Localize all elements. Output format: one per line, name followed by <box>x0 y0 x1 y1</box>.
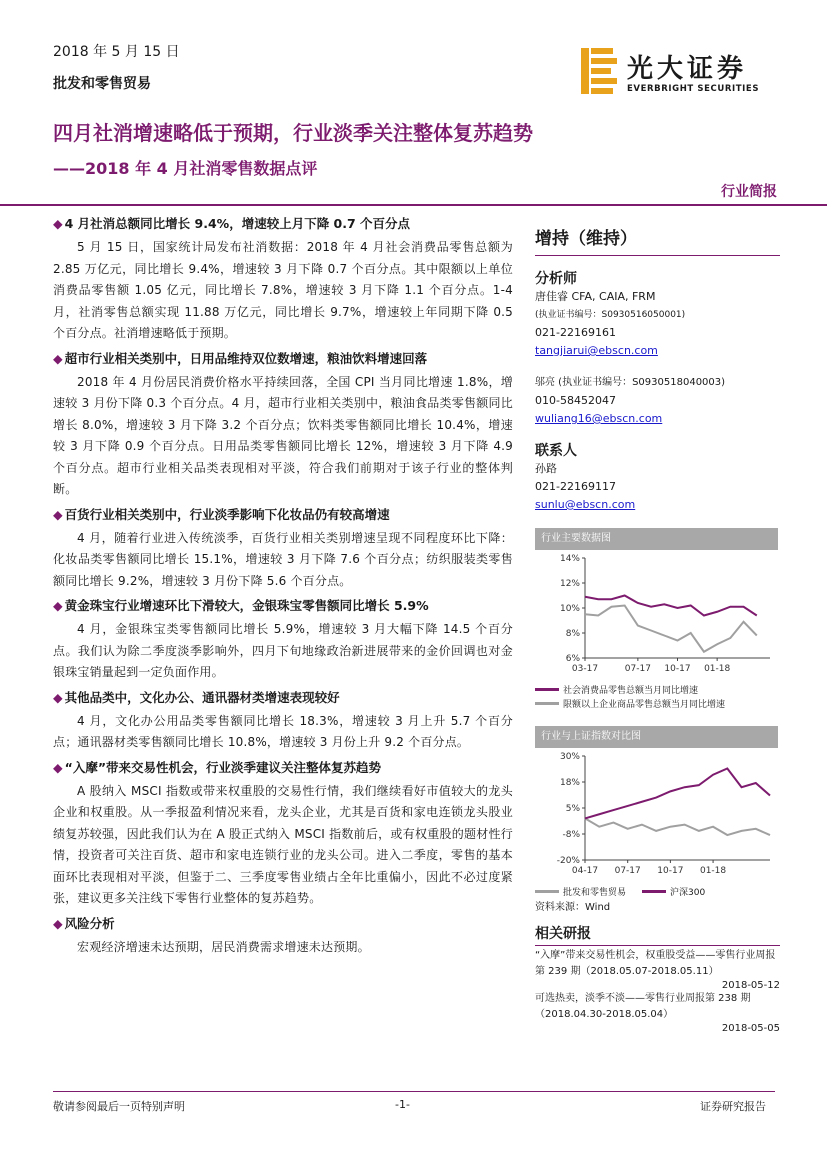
related-report-link[interactable]: “入摩”带来交易性机会，权重股受益——零售行业周报第 239 期（2018.05.07-2018.05.11） <box>535 950 776 977</box>
legend-swatch <box>535 890 559 893</box>
report-title: 四月社消增速略低于预期，行业淡季关注整体复苏趋势 <box>53 121 533 145</box>
sidebar-divider <box>535 255 780 256</box>
contact-heading: 联系人 <box>535 443 577 459</box>
section-body: 4 月，随着行业进入传统淡季，百货行业相关类别增速呈现不同程度环比下降：化妆品类零售额同比增长 15.1%，增速较 3 月下降 7.6 个百分点；纺织服装类零售额同比增长 9.2%，增速较 3 月份下降 5.6 个百分点。 <box>53 530 513 588</box>
section-body: 5 月 15 日，国家统计局发布社消数据：2018 年 4 月社会消费品零售总额为 2.85 万亿元，同比增长 9.4%，增速较 3 月下降 0.7 个百分点。其中限额以上单位消费品零售额 1.05 亿元，同比增长 7.8%，增速较 3 月下降 1.1 个百分点。1-4 月，社消零售总额实现 11.88 万亿元，同比增长 9.7%，增速较上年同期下降 0.5 个百分点。社消增速略低于预期。 <box>53 240 513 340</box>
analyst-email-link[interactable]: wuliang16@ebscn.com <box>535 412 663 425</box>
footer-disclaimer: 敬请参阅最后一页特别声明 <box>53 1100 185 1113</box>
document-type: 行业简报 <box>721 184 777 200</box>
analyst-cert: (执业证书编号：S0930516050001) <box>535 310 686 320</box>
industry-name: 批发和零售贸易 <box>53 76 151 92</box>
diamond-icon: ◆ <box>53 915 63 931</box>
diamond-icon: ◆ <box>53 216 63 231</box>
section <box>53 214 513 345</box>
y-tick-label: -8% <box>562 830 580 840</box>
rating: 增持（维持） <box>535 229 637 249</box>
main-content <box>53 214 513 962</box>
y-tick-label: 18% <box>559 778 580 788</box>
header-divider <box>0 204 827 206</box>
x-tick-label: 04-17 <box>571 866 599 876</box>
analyst-name: 唐佳睿 CFA, CAIA, FRM <box>535 290 656 303</box>
diamond-icon: ◆ <box>53 598 63 613</box>
x-tick-label: 10-17 <box>664 664 691 674</box>
y-tick-label: 8% <box>565 629 580 639</box>
section-heading: ◆ 其他品类中，文化办公、通讯器材类增速表现较好 <box>53 689 340 705</box>
logo-chinese-name: 光大证券 <box>627 54 748 84</box>
x-tick-label: 10-17 <box>657 866 684 876</box>
y-tick-label: 5% <box>565 804 580 814</box>
x-tick-label: 03-17 <box>571 664 599 674</box>
legend-item: 限额以上企业商品零售总额当月同比增速 <box>535 696 780 710</box>
footer-divider <box>53 1091 775 1092</box>
company-logo <box>581 48 781 96</box>
section-body: 4 月，文化办公用品类零售额同比增长 18.3%，增速较 3 月上升 5.7 个百分点；通讯器材类零售额同比增长 10.8%，增速较 3 月份上升 9.2 个百分点。 <box>53 713 513 749</box>
section-heading: ◆ “入摩”带来交易性机会，行业淡季建议关注整体复苏趋势 <box>53 759 382 775</box>
y-tick-label: 6% <box>565 654 580 664</box>
legend-item: 社会消费品零售总额当月同比增速 <box>535 682 780 696</box>
analyst-email-link[interactable]: tangjiarui@ebscn.com <box>535 344 658 357</box>
related-report-date: 2018-05-05 <box>721 1023 780 1034</box>
section <box>53 914 513 959</box>
everbright-logo-icon <box>581 48 619 94</box>
legend-swatch <box>535 688 559 691</box>
report-subtitle: ——2018 年 4 月社消零售数据点评 <box>53 159 318 178</box>
section-body: 4 月，金银珠宝类零售额同比增长 5.9%，增速较 3 月大幅下降 14.5 个百分点。我们认为除二季度淡季影响外，四月下旬地缘政治新进展带来的金价回调也对金银珠宝销量起到一定负面作用。 <box>53 622 513 679</box>
chart-title: 行业与上证指数对比图 <box>535 726 778 748</box>
section-body: 2018 年 4 月份居民消费价格水平持续回落，全国 CPI 当月同比增速 1.8%，增速较 3 月份下降 0.3 个百分点。4 月，超市行业相关类别中，粮油食品类零售额同比增长 8.0%，增速较 3 月下降 3.2 个百分点；饮料类零售额同比增长 10.4%，增速较 3 月下降 0.9 个百分点。日用品类零售额同比增长 12%，增速较 3 月下降 4.9 个百分点。超市行业相关品类表现相对平淡，符合我们前期对于该子行业的整体判断。 <box>53 374 513 496</box>
page-number: -1- <box>395 1098 410 1111</box>
section <box>53 349 513 501</box>
y-tick-label: 14% <box>559 554 580 564</box>
diamond-icon: ◆ <box>53 689 63 705</box>
x-tick-label: 01-18 <box>704 664 731 674</box>
analyst-name: 邬亮 (执业证书编号：S0930518040003) <box>535 377 726 388</box>
x-tick-label: 01-18 <box>699 866 727 876</box>
data-source: 资料来源：Wind <box>535 902 611 913</box>
analyst-phone: 010-58452047 <box>535 394 616 407</box>
section-body: 宏观经济增速未达预期，居民消费需求增速未达预期。 <box>77 939 370 954</box>
footer-report-type: 证券研究报告 <box>700 1100 766 1113</box>
legend-item: 批发和零售贸易 <box>563 887 627 898</box>
section-heading: ◆ 黄金珠宝行业增速环比下滑较大，金银珠宝零售额同比增长 5.9% <box>53 598 429 613</box>
industry-data-chart <box>535 550 778 678</box>
sidebar-divider <box>535 945 780 946</box>
legend-swatch <box>535 702 559 705</box>
diamond-icon: ◆ <box>53 506 63 522</box>
chart-title: 行业主要数据图 <box>535 528 778 550</box>
series-line <box>585 818 770 835</box>
legend-swatch <box>642 890 666 893</box>
section-body: A 股纳入 MSCI 指数或带来权重股的交易性行情，我们继续看好市值较大的龙头企业和权重股。从一季报盈利情况来看，龙头企业，尤其是百货和家电连锁龙头股业绩复苏较强，因此我们认为在 A 股正式纳入 MSCI 指数前后，或有权重股的题材性行情，投资者可关注百货、超市和家电连锁行业的龙头公司。进入二季度，零售的基本面环比表现相对平淡，但鉴于二、三季度零售业绩占全年比重偏小，因此不必过度紧张，建议更多关注线下零售行业整体的复苏趋势。 <box>53 783 513 905</box>
contact-phone: 021-22169117 <box>535 480 616 493</box>
section <box>53 688 513 754</box>
series-line <box>585 596 757 616</box>
y-tick-label: 30% <box>559 752 580 762</box>
legend <box>535 884 780 898</box>
series-line <box>585 768 770 818</box>
section <box>53 596 513 684</box>
section <box>53 505 513 593</box>
y-tick-label: -20% <box>556 856 580 866</box>
series-line <box>585 606 757 652</box>
analyst-heading: 分析师 <box>535 271 577 287</box>
diamond-icon: ◆ <box>53 759 63 775</box>
logo-english-name: EVERBRIGHT SECURITIES <box>627 84 760 94</box>
related-reports-heading: 相关研报 <box>535 926 591 942</box>
legend-item: 沪深300 <box>670 887 706 898</box>
diamond-icon: ◆ <box>53 350 63 366</box>
contact-email-link[interactable]: sunlu@ebscn.com <box>535 498 636 511</box>
analyst-phone: 021-22169161 <box>535 326 616 339</box>
contact-name: 孙路 <box>535 462 557 475</box>
y-tick-label: 10% <box>559 604 580 614</box>
section-heading: ◆ 4 月社消总额同比增长 9.4%，增速较上月下降 0.7 个百分点 <box>53 216 411 231</box>
x-tick-label: 07-17 <box>624 664 651 674</box>
related-report-date: 2018-05-12 <box>721 980 780 991</box>
report-date: 2018 年 5 月 15 日 <box>53 44 180 60</box>
section <box>53 758 513 910</box>
y-tick-label: 12% <box>559 579 580 589</box>
x-tick-label: 07-17 <box>614 866 641 876</box>
section-heading: ◆ 超市行业相关类别中，日用品维持双位数增速，粮油饮料增速回落 <box>53 350 428 366</box>
index-comparison-chart <box>535 748 778 880</box>
section-heading: ◆ 风险分析 <box>53 915 115 931</box>
related-report-link[interactable]: 可选热卖，淡季不淡——零售行业周报第 238 期（2018.04.30-2018.05.04） <box>535 993 751 1020</box>
section-heading: ◆ 百货行业相关类别中，行业淡季影响下化妆品仍有较高增速 <box>53 506 390 522</box>
sidebar <box>535 214 780 1034</box>
